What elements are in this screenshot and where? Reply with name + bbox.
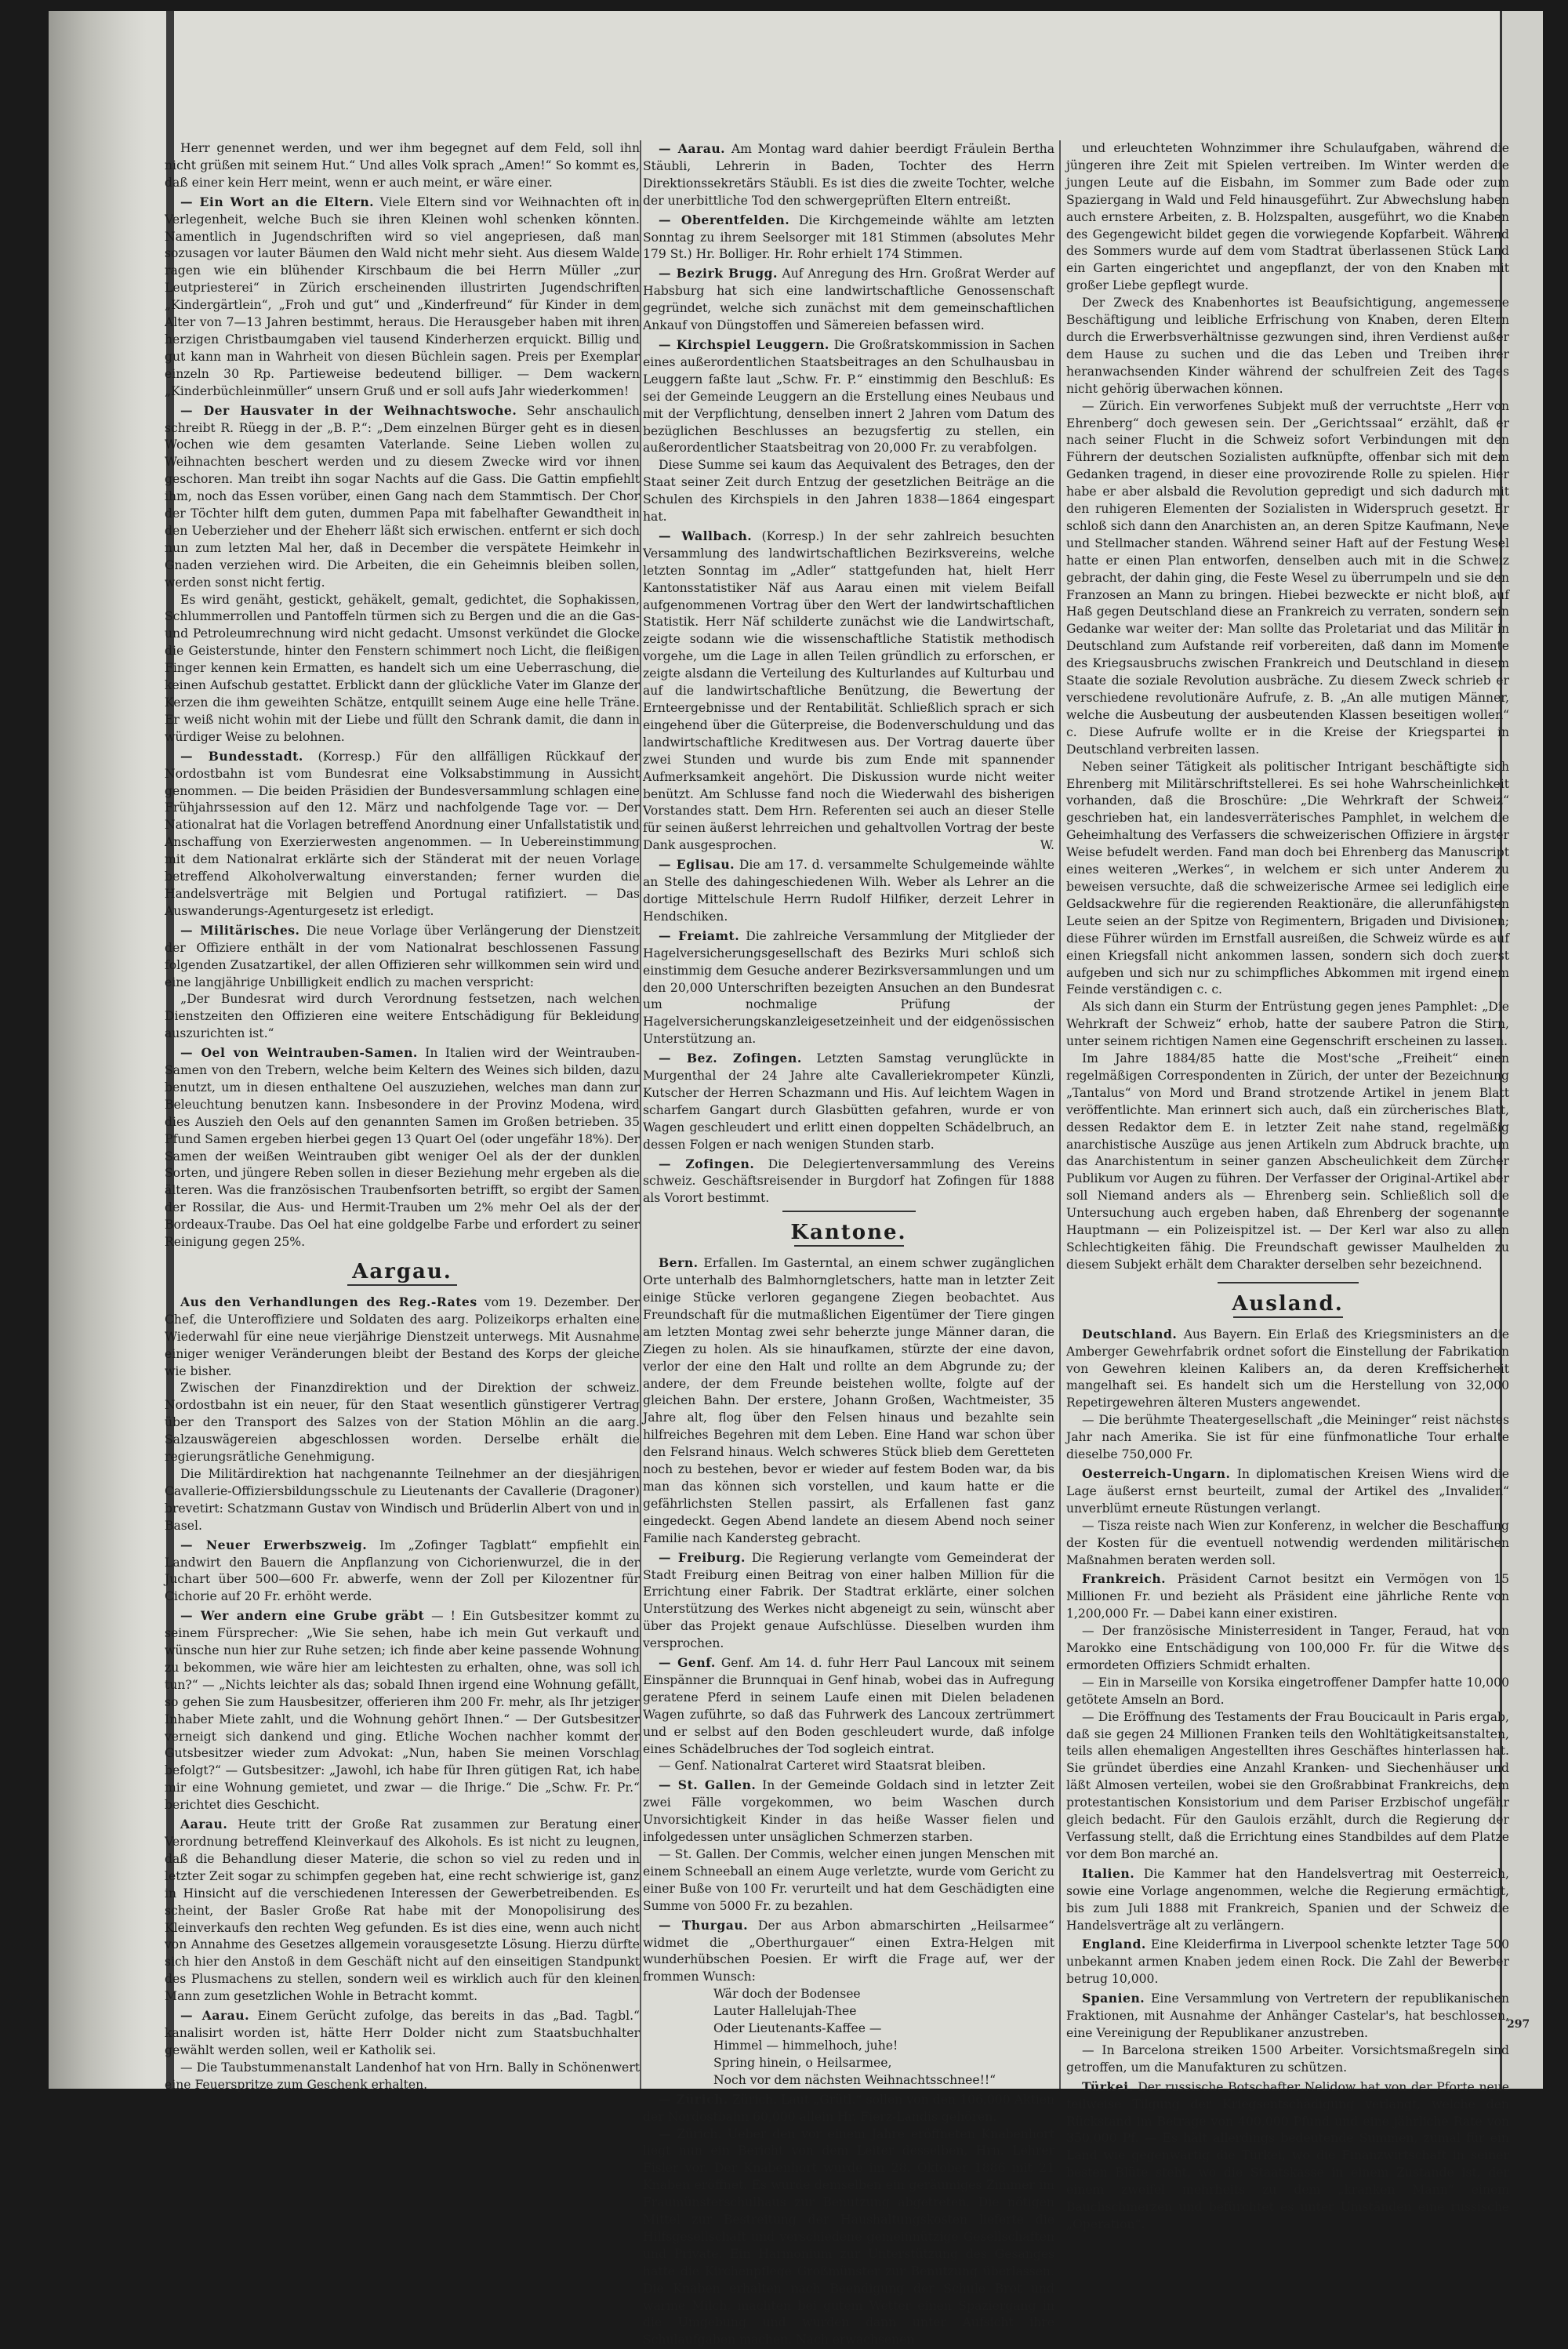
article-text: Die zahlreiche Versammlung der Mitglieder der Hagelversicherungsgesellschaft des Bezirks Muri schloß sich einstimmig dem Gesuche anderer Bezirksversammlungen und um den 20,000 Unterschriften bezeigten Ansuchen an den Bundesrat um nochmalige Prüfung der Hagelversicherungskanzleigesetzeinheit und der eidgenössischen Unterstützung an. [643, 929, 1054, 1046]
article-text: — Genf. Nationalrat Carteret wird Staatsrat bleiben. [643, 1758, 1054, 1775]
poem [643, 1986, 1054, 2089]
article [1066, 1465, 1509, 1518]
article-text: Der russische Botschafter Nelidow hat von der Pforte neue teilweise Tilgung der Kriegsentschädigung verlangt, welche den Rückstand im Betrage von 400,000 Pfund und eine jährliche Rate von 350,000 Pf. — Es hält allerdings bedeutende Summen, zumal für ein Land wie gegenwärtig die Türkei, wo die Finanzwirtschaft in seiner besten Blüte steht, wo die Staatskasse in einem Zustande ist, der einem zweifel mehrheits zu dem „kranken Mann“ einem Bauchschmerzen und befürchtet es unter Umständen eine russische „Operation“. [1066, 2080, 1509, 2231]
article-text: Aus Bayern. Ein Erlaß des Kriegsministers an die Amberger Gewehrfabrik ordnet sofort die Einstellung der Fabrikation von Gewehren kleinen Kalibers an, da deren Kreffsicherheit mangelhaft sei. Es handelt sich um die Herstellung von 32,000 Repetirgewehren älteren Musters angewendet. [1066, 1327, 1509, 1410]
article-text: In diplomatischen Kreisen Wiens wird die Lage äußerst ernst beurteilt, zumal der Artikel des „Invaliden“ unverblümt erneute Rüstungen verlangt. [1066, 1467, 1509, 1516]
article-text: Herr genennet werden, und wer ihm begegnet auf dem Feld, soll ihn nicht grüßen mit seinem Hut.“ Und alles Volk sprach „Amen!“ So kommt es, daß einer kein Herr meint, wenn er auch meint, er wäre einer. [165, 140, 640, 192]
article-heading: Oesterreich-Ungarn. [1082, 1466, 1230, 1481]
section-rule [782, 1211, 916, 1212]
article-text: Die Großratskommission in Sachen eines außerordentlichen Staatsbeitrages an den Schulhausbau in Leuggern faßte laut „Schw. Fr. P.“ einstimmig den Beschluß: Es sei der Gemeinde Leuggern an die Erstellung eines Neubaus und mit der Verpflichtung, denselben innert 2 Jahren vom Datum des bezüglichen Beschlusses an bezugsfertig zu stellen, ein außerordentlicher Staatsbeitrag von 20,000 Fr. zu verabfolgen. [643, 338, 1054, 455]
article-heading: England. [1082, 1937, 1146, 1951]
article-text: — Zürich. Ueber den vor einem Jahre eröffneten Knabenhort liegt nun ein Bericht von dem Leiter desselben, Hrn. Lehrer Fisler vor. Der Knabenhort wurde im 28. Oktober 1886 mit 21 Knaben eröffnet. Es wurde demselben ein geräumiges Zimmer im Fraumünsterschulhaus zur Benutzung abgetreten. Die nötigen Mittel zur Bestreitung der Haushaltungskosten lieferte die Hilfsgesellschaft und verschiedene gemeinnützige Gesellschaften und Private. Ein Harmonium zur Unterstützung des Gesanges hatte die Kirchenpflege Großmünster zur Benutzung überlassen. Die Knaben erhalten nach Beendigung der Schule Brot und warme Milch, machten bei gutem Wetter einen Spaziergang in die Umgebung und wurden dann unter Aufsicht ihre Schulaufgaben machen. Nach erwachsenen [643, 2126, 1054, 2349]
article [165, 402, 640, 592]
article-text: Genf. Am 14. d. fuhr Herr Paul Lancoux mit seinem Einspänner die Brunnquai in Genf hinab, wobei das in Aufregung geratene Pferd in seinem Laufe einen mit Dielen beladenen Wagen zuführte, so daß das Fuhrwerk des Lancoux zertrümmert und er selbst auf den Boden geschleudert wurde, daß infolge eines Schädelbruches der Tod sogleich eintrat. [643, 1656, 1054, 1756]
article-text: Der aus Arbon abmarschirten „Heilsarmee“ widmet die „Oberthurgauer“ einen Extra-Helgen mit wunderhübschen Poesien. Er wirft die Frage auf, wer der frommen Wunsch: [643, 1919, 1054, 1984]
article-heading: — Oel von Weintrauben-Samen. [180, 1045, 418, 1060]
article [643, 212, 1054, 264]
article-heading: Bern. [659, 1255, 699, 1270]
article-text: Zürich. Laut „Grütl.“ sollen von den 106,000 Aktien der Nordostbahn 60,000 allein Hr. Fierz-Landis gehören. [643, 2093, 1054, 2124]
article-text: Viele Eltern sind vor Weihnachten oft in Verlegenheit, welche Buch sie ihren Kleinen wohl schenken könnten. Namentlich in Jugendschriften wird so viel angepriesen, daß man sozusagen vor lauter Bäumen den Wald nicht mehr sieht. Aus diesem Walde ragen wie ein blühender Kirschbaum die bei Herrn Müller „zur Leutpriesterei“ in Zürich erscheinenden illustrirten Jugendschriften „Kindergärtlein“, „Froh und gut“ und „Kinderfreund“ für Kinder in dem Alter von 7—13 Jahren bestimmt, heraus. Die Herausgeber haben mit ihren herzigen Christbaumgaben viel tausend Kinderherzen erquickt. Billig und gut kann man in Wahrheit von diesen Büchlein sagen. Preis per Exemplar einzeln 30 Rp. Partieweise bedeutend billiger. — Dem wackern „Kinderbüchleinmüller“ unsern Gruß und er soll aufs Jahr wiederkommen! [165, 195, 640, 398]
article-heading: — Wallbach. [659, 528, 752, 543]
article-text: In Italien wird der Weintrauben-Samen von den Trebern, welche beim Keltern des Weines sich bilden, dazu benutzt, um in diesen enthaltene Oel auszuziehen, welches man dann zur Beleuchtung benutzen kann. Insbesondere in der Provinz Modena, wird dies Auszieh den Oels auf den genannten Samen im Großen betrieben. 35 Pfund Samen ergeben hierbei gegen 13 Quart Oel (oder ungefähr 18%). Der Samen der weißen Weintrauben gibt weniger Oel als der der dunklen Sorten, und jüngere Reben sollen in dieser Beziehung mehr ergeben als die älteren. Was die französischen Traubenfsorten betrifft, so ergibt der Samen der Rossilar, die Aus- und Hermit-Trauben um 2% mehr Oel als der der Bordeaux-Traube. Das Oel hat eine goldgelbe Farbe und erfordert zu seiner Reinigung gegen 25%. [165, 1046, 640, 1249]
article [165, 922, 640, 992]
article [165, 1816, 640, 2006]
article-heading: — Wer andern eine Grube gräbt [180, 1608, 424, 1623]
article [643, 856, 1054, 926]
article-heading: — Oberentfelden. [659, 212, 789, 227]
article-heading: Frankreich. [1082, 1571, 1166, 1586]
article-text: Erfallen. Im Gasterntal, an einem schwer zugänglichen Orte unterhalb des Balmhorngletschers, hatte man in letzter Zeit einige Stücke verloren gegangene Ziegen beobachtet. Aus Freundschaft für die mutmaßlichen Eigentümer der Tiere gingen am letzten Montag zwei sehr beherzte junge Männer daran, die Ziegen zu holen. Als sie hinaufkamen, stürzte der eine davon, verlor der eine den Halt und rollte an dem Abgrunde zu; der andere, der dem Freunde beistehen wollte, folgte auf der gleichen Bahn. Der erstere, Johann Großen, Wachtmeister, 35 Jahre alt, flog über den Felsen hinaus und bezahlte sein hilfreiches Begehren mit dem Leben. Eine Hand war schon über den Felsrand hinaus. Welch schweres Stück blieb dem Geretteten noch zu bestehen, bevor er wieder auf festem Boden war, da bis man das können sich vorstellen, und kaum hatte er die gefährlichsten Stellen passirt, als Erfallenen fast ganz eingedeckt. Gegen Abend landete an diesem Abend noch seiner Familie nach Kandersteg gebracht. [643, 1256, 1054, 1545]
article-text: Einem Gerücht zufolge, das bereits in das „Bad. Tagbl.“ kanalisirt worden ist, hätte Herr Dolder nicht zum Staatsbuchhalter gewählt werden sollen, weil er Katholik sei. [165, 2009, 640, 2057]
article-text: Die am 17. d. versammelte Schulgemeinde wählte an Stelle des dahingeschiedenen Wilh. Weber als Lehrer an die dortige Mittelschule Herrn Rudolf Hilfiker, derzeit Lehrer in Hendschiken. [643, 858, 1054, 924]
article-text: — Die berühmte Theatergesellschaft „die Meininger“ reist nächstes Jahr nach Amerika. Sie ist für eine fünfmonatliche Tour erhalte dieselbe 750,000 Fr. [1066, 1412, 1509, 1464]
article-text: und erleuchteten Wohnzimmer ihre Schulaufgaben, während die jüngeren ihre Zeit mit Spielen vertreiben. Im Winter werden die jungen Leute auf die Eisbahn, im Sommer zum Bade oder zum Spaziergang in Wald und Feld hinausgeführt. Zur Abwechslung haben auch ernstere Arbeiten, z. B. Holzspalten, ausgeführt, wo die Knaben des Gegengewicht bildet gegen die vorwiegende Kopfarbeit. Während des Sommers wurde auf dem vom Stadtrat überlassenen Stück Land ein Garten eingerichtet und angepflanzt, der von den Knaben mit großer Liebe gepflegt wurde. [1066, 140, 1509, 295]
article-heading: — Kirchspiel Leuggern. [659, 337, 829, 352]
newspaper-page [49, 11, 1543, 2089]
article-heading: — Thurgau. [659, 1918, 748, 1933]
poem-line: Noch vor dem nächsten Weihnachtsschnee!!“ [643, 2072, 1054, 2089]
article-text: — Der französische Ministerresident in Tanger, Feraud, hat von Marokko eine Entschädigung von 100,000 Fr. für die Witwe des ermordeten Offiziers Schmidt erhalten. [1066, 1623, 1509, 1675]
article [643, 928, 1054, 1048]
article-text: Zwischen der Finanzdirektion und der Direktion der schweiz. Nordostbahn ist ein neuer, für den Staat wesentlich günstigerer Vertrag über den Transport des Salzes von der Station Möhlin an die aarg. Salzauswägereien abgeschlossen worden. Derselbe erhält die regierungsrätliche Genehmigung. [165, 1380, 640, 1466]
column-2 [643, 140, 1054, 2089]
article-heading: — Der Hausvater in der Weihnachtswoche. [180, 403, 517, 418]
article-heading: — Zofingen. [659, 1156, 754, 1171]
article-text: Die Regierung verlangte vom Gemeinderat der Stadt Freiburg einen Beitrag von einer halben Million für die Errichtung einer Fabrik. Der Stadtrat erklärte, einer solchen Unterstützung des Werkes nicht abgeneigt zu sein, wünscht aber über das Projekt genaue Aufschlüsse. Dieselben wurden ihm versprochen. [643, 1551, 1054, 1651]
article-text: Präsident Carnot besitzt ein Vermögen von 15 Millionen Fr. und bezieht als Präsident eine jährliche Rente von 1,200,000 Fr. — Dabei kann einer existiren. [1066, 1572, 1509, 1621]
article-heading: — Eglisau. [659, 857, 735, 872]
article [643, 1050, 1054, 1153]
article-text: Eine Versammlung von Vertretern der republikanischen Fraktionen, mit Ausnahme der Anhänger Castelar's, hat beschlossen, eine Vereinigung der Republikaner anzustreben. [1066, 1991, 1509, 2040]
article [643, 2091, 1054, 2126]
article [165, 2007, 640, 2060]
section-heading-kantone: Kantone. [643, 1225, 1054, 1242]
article-heading: — Bezirk Brugg. [659, 266, 778, 281]
poem-line: Lauter Hallelujah-Thee [643, 2003, 1054, 2020]
poem-line: Spring hinein, o Heilsarmee, [643, 2055, 1054, 2072]
page-number-fragment: 297 [1507, 2018, 1530, 2031]
article-text: Die Kammer hat den Handelsvertrag mit Oesterreich, sowie eine Vorlage angenommen, welche die Regierung ermächtigt, bis zum Juli 1888 mit Frankreich, Spanien und der Schweiz die Handelsverträge alt zu verlängern. [1066, 1867, 1509, 1933]
article-heading: — Militärisches. [180, 923, 300, 938]
author-signature: W. [1025, 837, 1054, 855]
poem-line: Wär doch der Bodensee [643, 1986, 1054, 2003]
article-text: — Die Eröffnung des Testaments der Frau Boucicault in Paris ergab, daß sie gegen 24 Millionen Franken teils den Wohltätigkeitsanstalten, teils allen ehemaligen Angestellten ihres Geschäftes hinterlassen hat. Sie gründet überdies eine Anzahl Kranken- und Siechenhäuser und läßt Almosen verteilen, wobei sie den Großrabbinat Frankreichs, dem protestantischen Konsistorium und dem Pariser Erzbischof ungefähr gleich bedacht. Für den Gaulois erzählt, durch die Regierung der Verfassung stellt, daß die Errichtung eines Standbildes auf dem Platze vor dem Bon marché an. [1066, 1709, 1509, 1864]
article-text: „Der Bundesrat wird durch Verordnung festsetzen, nach welchen Dienstzeiten den Offizieren eine weitere Entschädigung für Bekleidung auszurichten ist.“ [165, 991, 640, 1043]
article [165, 194, 640, 401]
column-rule-2 [1059, 140, 1061, 2089]
article-heading: — Ein Wort an die Eltern. [180, 194, 374, 209]
article-text: Es wird genäht, gestickt, gehäkelt, gemalt, gedichtet, die Sophakissen, Schlummerrollen und Pantoffeln türmen sich zu Bergen und die an die Gas- und Petroleumrechnung wird nicht gedacht. Umsonst verkündet die Glocke die Geisterstunde, hinter den Fenstern schimmert noch Licht, die fleißigen Finger kennen kein Ermatten, es handelt sich um eine Ueberraschung, die keinen Aufschub gestattet. Erblickt dann der glückliche Vater im Glanze der Kerzen die ihm geweihten Schätze, entquillt seinem Auge eine helle Träne. Er weiß nicht wohin mit der Liebe und füllt den Schrank damit, die dann in würdiger Weise zu belohnen. [165, 592, 640, 746]
article-text: Auf Anregung des Hrn. Großrat Werder auf Habsburg hat sich eine landwirtschaftliche Genossenschaft gegründet, welche sich zunächst mit dem gemeinschaftlichen Ankauf von Düngstoffen und Sämereien befassen wird. [643, 267, 1054, 332]
article-text: vom 19. Dezember. Der Chef, die Unteroffiziere und Soldaten des aarg. Polizeikorps erhalten eine Wiederwahl für eine neue vierjährige Dienstzeit unterwegs. Mit Ausnahme einiger weniger Veränderungen bleibt der Bestand des Korps der gleiche wie bisher. [165, 1295, 640, 1378]
article [1066, 1326, 1509, 1413]
article [643, 336, 1054, 457]
article-text: Diese Summe sei kaum das Aequivalent des Betrages, den der Staat seiner Zeit durch Entzug der gesetzlichen Beiträge an die Schulen des Kirchspiels in den Jahren 1838—1864 eingespart hat. [643, 457, 1054, 526]
article [1066, 1990, 1509, 2042]
article-heading: — Neuer Erwerbszweig. [180, 1538, 367, 1552]
section-heading-aargau: Aargau. [165, 1264, 640, 1281]
article [165, 1294, 640, 1381]
article [1066, 1936, 1509, 1988]
article-heading: Italien. [1082, 1866, 1134, 1881]
article-heading: — Aarau. [659, 141, 725, 156]
article [643, 1777, 1054, 1846]
article-text: Am Montag ward dahier beerdigt Fräulein Bertha Stäubli, Lehrerin in Baden, Tochter des Herrn Direktionssekretärs Stäubli. Es ist dies die zweite Tochter, welche der unerbittliche Tod den schwergeprüften Eltern entreißt. [643, 142, 1054, 208]
article [165, 1607, 640, 1814]
article-text: — Tisza reiste nach Wien zur Konferenz, in welcher die Beschaffung der Kosten für die eventuell notwendig werdenden militärischen Maßnahmen beraten werden soll. [1066, 1518, 1509, 1570]
article-text: Sehr anschaulich schreibt R. Rüegg in der „B. P.“: „Dem einzelnen Bürger geht es in diesen Wochen wie dem gesamten Vaterlande. Seine Lieben wollen zu Weihnachten beschert werden und zu diesem Zwecke wird vor ihnen geschoren. Man treibt ihn sogar Nachts auf die Gass. Die Gattin empfiehlt ihm, noch das Essen vorüber, einen Gang nach dem Stammtisch. Der Chor der Töchter hilft dem guten, dummen Papa mit fabelhafter Gewandtheit in den Ueberzieher und der Eheherr läßt sich erwischen. entfernt er sich doch nun zum letzten Mal her, daß in December die verspätete Heimkehr in Gnaden verziehen wird. Die Arbeiten, die ein Geheimnis bleiben sollen, werden sonst nicht fertig. [165, 404, 640, 590]
binding-shadow [49, 11, 147, 2089]
section-rule [1218, 1282, 1359, 1283]
article-heading: — Zürich. [659, 2092, 728, 2107]
article-text: Heute tritt der Große Rat zusammen zur Beratung einer Verordnung betreffend Kleinverkauf des Alkohols. Es ist nicht zu leugnen, daß die Behandlung dieser Materie, die schon so viel zu reden und in letzter Zeit sogar zu schimpfen gegeben hat, eine recht schwierige ist, ganz in Hinsicht auf die verschiedenen Interessen der Gewerbetreibenden. Es scheint, der Basler Große Rat habe mit der Monopolisirung des Kleinverkaufs den rechten Weg gefunden. Es ist dies eine, wenn auch nicht von Annahme des Gesetzes allgemein vorausgesetzte Lösung. Hierzu dürfte sich hier den Anstoß in dem Geschäft nicht auf den einseitigen Standpunkt des Plusmachens zu stellen, sondern weil es wirklich auch für den kleinen Mann zum gesetzlichen Wohle in Betracht kommt. [165, 1817, 640, 2003]
article-heading: — Aarau. [180, 2008, 249, 2023]
article-text: Im Jahre 1884/85 hatte die Most'sche „Freiheit“ einen regelmäßigen Correspondenten in Zürich, der unter der Bezeichnung „Tantalus“ von Mord und Brand strotzende Artikel in jenem Blatt veröffentlichte. Man erinnert sich auch, daß ein zürcherisches Blatt, dessen Redaktor dem E. in letzter Zeit nahe stand, regelmäßig anarchistische Auszüge aus jenen Artikeln zum Abdruck brachte, um das Anarchistentum in seiner ganzen Abscheulichkeit dem Zürcher Publikum vor Augen zu führen. Der Verfasser der Original-Artikel aber soll Niemand anders als — Ehrenberg sein. Schließlich soll die Untersuchung auch ergeben haben, daß Ehrenberg der sogenannte Hauptmann — ein Polizeispitzel ist. — Der Kerl war also zu allen Schlechtigkeiten fähig. Die Freundschaft gewisser Maulhelden zu diesem Subjekt erhält dem Charakter derselben sehr bezeichnend. [1066, 1051, 1509, 1274]
article-text: — St. Gallen. Der Commis, welcher einen jungen Menschen mit einem Schneeball an einem Auge verletzte, wurde vom Gericht zu einer Buße von 100 Fr. verurteilt und hat dem Geschädigten eine Summe von 5000 Fr. zu bezahlen. [643, 1846, 1054, 1915]
article-heading: Aus den Verhandlungen des Reg.-Rates [180, 1294, 477, 1309]
article-text: — ! Ein Gutsbesitzer kommt zu seinem Fürsprecher: „Wie Sie sehen, habe ich mein Gut verkauft und wünsche nun hier zur Ruhe setzen; ich finde aber keine passende Wohnung zu bekommen, wie wäre hier am leichtesten zu erhalten, ohne, was soll ich tun?“ — „Nichts leichter als das; sobald Ihnen irgend eine Wohnung gefällt, so gehen Sie zum Hausbesitzer, offerieren ihm 200 Fr. mehr, als Ihr jetziger Inhaber Miete zahlt, und die Wohnung gehört Ihnen.“ — Der Gutsbesitzer verneigt sich dankend und ging. Etliche Wochen nachher kommt der Gutsbesitzer wieder zum Advokat: „Nun, haben Sie meinen Vorschlag befolgt?“ — Gutsbesitzer: „Jawohl, ich habe für Ihren gütigen Rat, ich habe mir eine Wohnung gemietet, und zwar — die Ihrige.“ Die „Schw. Fr. Pr.“ berichtet dies Geschicht. [165, 1609, 640, 1812]
article [643, 140, 1054, 210]
article [165, 1044, 640, 1251]
article-text: Als sich dann ein Sturm der Entrüstung gegen jenes Pamphlet: „Die Wehrkraft der Schweiz“ erhob, hatte der saubere Patron die Stirn, unter seinem richtigen Namen eine Gegenschrift erscheinen zu lassen. [1066, 999, 1509, 1051]
article [1066, 1865, 1509, 1935]
article-heading: — Freiamt. [659, 928, 739, 943]
article [1066, 2079, 1509, 2234]
article [165, 1537, 640, 1607]
article-text: In der Gemeinde Goldach sind in letzter Zeit zwei Fälle vorgekommen, wo beim Waschen durch Unvorsichtigkeit Kinder in das heiße Wasser fielen und infolgedessen unter unsäglichen Schmerzen starben. [643, 1778, 1054, 1844]
article-text: — Ein in Marseille von Korsika eingetroffener Dampfer hatte 10,000 getötete Amseln an Bord. [1066, 1675, 1509, 1709]
article-heading: — Bez. Zofingen. [659, 1051, 802, 1066]
article-heading: — Genf. [659, 1655, 716, 1670]
article-text: — Zürich. Ein verworfenes Subjekt muß der verruchtste „Herr von Ehrenberg“ doch gewesen sein. Der „Gerichtssaal“ erzählt, daß er nach seiner Flucht in die Schweiz sofort Verbindungen mit den Führern der deutschen Sozialisten aufknüpfte, offenbar sich mit dem Gedanken tragend, in dieser eine provozirende Rolle zu spielen. Hier habe er aber alsbald die Revolution gepredigt und sich dadurch mit den ruhigeren Elementen der Sozialisten in Widerspruch gesetzt. Er schloß sich dann den Anarchisten an, an deren Spitze Kaufmann, Neve und Stellmacher standen. Während seiner Haft auf der Festung Wesel hatte er einen Plan entworfen, denselben auch mit in die Schweiz gebracht, der dahin ging, die Feste Wesel zu überrumpeln und sie den Franzosen an Mann zu bringen. Hiebei bezweckte er nicht bloß, auf Haß gegen Deutschland diese an Frankreich zu verraten, sondern sein Gedanke war weiter der: Man sollte das Proletariat und das Militär in Deutschland zum Aufstande reif vorbereiten, daß dann im Momente des Kriegsausbruchs zwischen Frankreich und Deutschland in diesem Staate die soziale Revolution ausbräche. Zu diesem Zweck schrieb er verschiedene revolutionäre Aufrufe, z. B. „An alle mutigen Männer, welche die Ausbeutung der ausbeutenden Klassen beseitigen wollen“ c. Diese Aufrufe wollte er in die Kreise der Kriegspartei in Deutschland verbreiten lassen. [1066, 398, 1509, 759]
section-rule [1233, 1316, 1343, 1318]
article-text: Im „Zofinger Tagblatt“ empfiehlt ein Landwirt den Bauern die Anpflanzung von Cichorienwurzel, die in der Juchart über 500—600 Fr. abwerfe, wenn der Zoll per Kilozentner für Cichorie auf 20 Fr. erhöht werde. [165, 1538, 640, 1604]
section-heading-ausland: Ausland. [1066, 1296, 1509, 1313]
poem-line: Oder Lieutenants-Kaffee — [643, 2020, 1054, 2038]
article-text: Eine Kleiderfirma in Liverpool schenkte letzter Tage 500 unbekannt armen Knaben jedem einen Rock. Die Zahl der Bewerber betrug 10,000. [1066, 1937, 1509, 1986]
section-rule [794, 1245, 904, 1247]
article-text: Die Delegiertenversammlung des Vereins schweiz. Geschäftsreisender in Burgdorf hat Zofingen für 1888 als Vorort bestimmt. [643, 1157, 1054, 1206]
article-text: Die neue Vorlage über Verlängerung der Dienstzeit der Offiziere enthält in der vom Nationalrat beschlossenen Fassung folgenden Zusatzartikel, der allen Offizieren sehr willkommen sein wird und eine langjährige Unbilligkeit endlich zu machen verspricht: [165, 924, 640, 989]
column-1 [165, 140, 640, 2089]
article [643, 265, 1054, 335]
article-text: (Korresp.) Für den allfälligen Rückkauf der Nordostbahn ist vom Bundesrat eine Volksabstimmung in Aussicht genommen. — Die beiden Präsidien der Bundesversammlung schlagen eine Frühjahrssession auf den 12. März und nachfolgende Tage vor. — Der Nationalrat hat die Vorlagen betreffend Anordnung einer Unfallstatistik und Anschaffung von Exerzierwesten angenommen. — In Uebereinstimmung mit dem Nationalrat erklärte sich der Ständerat mit der neuen Vorlage betreffend Alkoholverwaltung einverstanden; ferner wurden die Handelsverträge mit Belgien und Portugal ratifiziert. — Das Auswanderungs-Agenturgesetz ist erledigt. [165, 750, 640, 918]
column-3 [1066, 140, 1509, 2089]
article [643, 1917, 1054, 1987]
article [643, 528, 1054, 855]
article-text: Der Zweck des Knabenhortes ist Beaufsichtigung, angemessene Beschäftigung und leibliche Erfrischung von Knaben, deren Eltern durch die Erwerbsverhältnisse gezwungen sind, ihren Verdienst außer dem Hause zu suchen und die das Leben und Treiben ihrer heranwachsenden Kinder während der schulfreien Zeit des Tages nicht gehörig überwachen können. [1066, 295, 1509, 398]
article [643, 1654, 1054, 1758]
article-text: (Korresp.) In der sehr zahlreich besuchten Versammlung des landwirtschaftlichen Bezirksvereins, welche letzten Sonntag im „Adler“ stattgefunden hat, hielt Herr Kantonsstatistiker Näf aus Aarau einen mit vielem Beifall aufgenommenen Vortrag über den Wert der landwirtschaftlichen Statistik. Herr Näf schilderte zunächst wie die Landwirtschaft, zeigte sodann wie die wissenschaftliche Statistik methodisch vorgehe, um die Lage in allen Teilen gründlich zu erforschen, er zeigte alsdann die Verteilung des Kulturlandes auf Kulturbau und auf die landwirtschaftliche Benützung, die Bewertung der Ernteergebnisse und der Rentabilität. Schließlich sprach er sich eingehend über die Güterpreise, die Bodenverschuldung und das landwirtschaftliche Kreditwesen aus. Der Vortrag dauerte über zwei Stunden und wurde bis zum Ende mit spannender Aufmerksamkeit angehört. Die Diskussion wurde nicht weiter benützt. Am Schlusse fand noch die Wiederwahl des bisherigen Vorstandes statt. Dem Hrn. Referenten sei auch an dieser Stelle für seinen äußerst lehrreichen und gehaltvollen Vortrag der beste Dank ausgesprochen. [643, 529, 1054, 852]
article-text: Die Militärdirektion hat nachgenannte Teilnehmer an der diesjährigen Cavallerie-Offiziersbildungsschule zu Lieutenants der Cavallerie (Dragoner) brevetirt: Schatzmann Gustav von Windisch und Brüderlin Albert von und in Basel. [165, 1466, 640, 1535]
article [643, 1549, 1054, 1653]
article [165, 748, 640, 920]
section-rule [347, 1284, 457, 1286]
article-text: Neben seiner Tätigkeit als politischer Intrigant beschäftigte sich Ehrenberg mit Militärschriftstellerei. Es sei hohe Wahrscheinlichkeit vorhanden, daß die Broschüre: „Die Wehrkraft der Schweiz“ geschrieben hat, ein landesverräterisches Pamphlet, in welchem die Geheimhaltung des Verfassers die schweizerischen Offiziere in ärgster Weise befudelt werden. Fand man doch bei Ehrenberg das Manuscript eines weiteren „Werkes“, in welchem er sich unter Anderem zu beweisen versuchte, daß die schweizerische Armee sei lediglich eine Geldsackwehre für die regierenden Reaktionäre, die allerunfähigsten Leute seien an der Spitze von Regimentern, Brigaden und Divisionen; diese Führer würden im Ernstfall ausreißen, die Schweiz würde es auf einen Kriegsfall nicht ankommen lassen, sondern sich doch zuerst aufgeben und sich nur zu schimpfliches Abkommen mit irgend einem Feinde verständigen c. c. [1066, 759, 1509, 1000]
article [643, 1156, 1054, 1208]
poem-line: Himmel — himmelhoch, juhe! [643, 2038, 1054, 2055]
article [1066, 1570, 1509, 1623]
article-heading: — Bundesstadt. [180, 749, 303, 764]
article-text: Letzten Samstag verunglückte in Murgenthal der 24 Jahre alte Cavalleriekrompeter Künzli, Kutscher der Herren Schazmann und His. Auf leichtem Wagen in scharfem Gangart durch Glasbütten gefahren, wurde er von Wagen geschleudert und erlitt einen doppelten Schädelbruch, an dessen Folgen er nach wenigen Stunden starb. [643, 1051, 1054, 1152]
article-heading: Aarau. [180, 1817, 227, 1832]
article-text: — In Barcelona streiken 1500 Arbeiter. Vorsichtsmaßregeln sind getroffen, um die Manufakturen zu schützen. [1066, 2042, 1509, 2077]
article-heading: Spanien. [1082, 1991, 1145, 2006]
article-heading: — St. Gallen. [659, 1777, 756, 1792]
article-text: — Die Taubstummenanstalt Landenhof hat von Hrn. Bally in Schönenwert eine Feuerspritze zum Geschenk erhalten. [165, 2060, 640, 2094]
article-heading: — Freiburg. [659, 1550, 746, 1565]
article [643, 1254, 1054, 1547]
column-rule-1 [640, 140, 641, 2089]
article-heading: Türkei. [1082, 2079, 1134, 2094]
article-text: Die Kirchgemeinde wählte am letzten Sonntag zu ihrem Seelsorger mit 181 Stimmen (absolutes Mehr 179 St.) Hr. Bolliger. Hr. Rohr erhielt 174 Stimmen. [643, 213, 1054, 262]
article-heading: Deutschland. [1082, 1327, 1177, 1342]
